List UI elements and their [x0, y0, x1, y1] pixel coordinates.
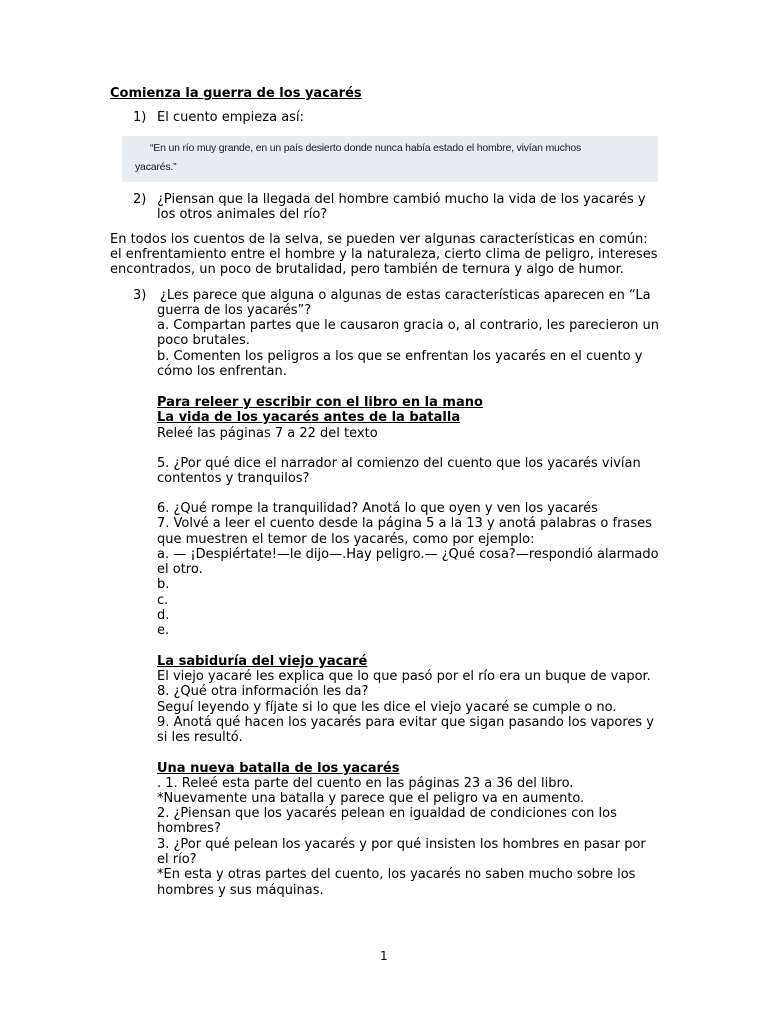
page-title: Comienza la guerra de los yacarés — [110, 86, 362, 101]
item-3-line: guerra de los yacarés”? — [157, 303, 312, 318]
item-1-number: 1) — [133, 110, 147, 125]
section-line: c. — [157, 593, 169, 608]
item-3-line: ¿Les parece que alguna o algunas de estas características aparecen en “La — [160, 288, 651, 303]
quote-line: “En un río muy grande, en un país desierto donde nunca había estado el hombre, vivían muchos — [150, 142, 582, 154]
intro-line: encontrados, un poco de brutalidad, pero también de ternura y algo de humor. — [110, 262, 624, 277]
section-line: . 1. Releé esta parte del cuento en las páginas 23 a 36 del libro. — [157, 776, 574, 791]
section-line: el río? — [157, 852, 197, 867]
item-3-line: poco brutales. — [157, 333, 250, 348]
section-line: Releé las páginas 7 a 22 del texto — [157, 426, 378, 441]
section-line: 6. ¿Qué rompe la tranquilidad? Anotá lo que oyen y ven los yacarés — [157, 501, 598, 516]
section-line: si les resultó. — [157, 730, 243, 745]
intro-line: En todos los cuentos de la selva, se pueden ver algunas características en común: — [110, 232, 648, 247]
section-heading: Para releer y escribir con el libro en la mano — [157, 395, 483, 410]
section-line: d. — [157, 608, 170, 623]
section-heading: La sabiduría del viejo yacaré — [157, 654, 368, 669]
section-line: hombres? — [157, 821, 221, 836]
item-1-text: El cuento empieza así: — [157, 110, 304, 125]
item-2-line: ¿Piensan que la llegada del hombre cambió mucho la vida de los yacarés y — [157, 192, 646, 207]
section-line: 8. ¿Qué otra información les da? — [157, 684, 369, 699]
item-3-line: b. Comenten los peligros a los que se enfrentan los yacarés en el cuento y — [157, 349, 643, 364]
item-3-line: a. Compartan partes que le causaron gracia o, al contrario, les parecieron un — [157, 318, 660, 333]
item-3-number: 3) — [133, 288, 147, 303]
section-line: que muestren el temor de los yacarés, como por ejemplo: — [157, 532, 535, 547]
section-line: hombres y sus máquinas. — [157, 883, 324, 898]
section-line: a. — ¡Despiértate!—le dijo—.Hay peligro.— ¿Qué cosa?—respondió alarmado — [157, 547, 659, 562]
intro-line: el enfrentamiento entre el hombre y la naturaleza, cierto clima de peligro, intereses — [110, 247, 658, 262]
section-line: El viejo yacaré les explica que lo que pasó por el río era un buque de vapor. — [157, 669, 651, 684]
section-line: contentos y tranquilos? — [157, 471, 310, 486]
section-line: 7. Volvé a leer el cuento desde la página 5 a la 13 y anotá palabras o frases — [157, 516, 652, 531]
quote-line: yacarés.” — [135, 161, 177, 173]
section-line: 3. ¿Por qué pelean los yacarés y por qué insisten los hombres en pasar por — [157, 837, 646, 852]
section-line: el otro. — [157, 562, 203, 577]
section-line: Seguí leyendo y fíjate si lo que les dice el viejo yacaré se cumple o no. — [157, 700, 617, 715]
item-2-number: 2) — [133, 192, 147, 207]
section-line: *Nuevamente una batalla y parece que el peligro va en aumento. — [157, 791, 585, 806]
section-line: 2. ¿Piensan que los yacarés pelean en igualdad de condiciones con los — [157, 806, 617, 821]
section-line: 5. ¿Por qué dice el narrador al comienzo del cuento que los yacarés vivían — [157, 456, 641, 471]
item-3-line: cómo los enfrentan. — [157, 364, 287, 379]
section-line: 9. Anotá qué hacen los yacarés para evitar que sigan pasando los vapores y — [157, 715, 654, 730]
section-line: *En esta y otras partes del cuento, los yacarés no saben mucho sobre los — [157, 867, 636, 882]
section-subheading: La vida de los yacarés antes de la batalla — [157, 410, 461, 425]
section-heading: Una nueva batalla de los yacarés — [157, 761, 400, 776]
section-line: e. — [157, 623, 170, 638]
page-number: 1 — [380, 949, 388, 963]
item-2-line: los otros animales del río? — [157, 207, 328, 222]
section-line: b. — [157, 577, 170, 592]
